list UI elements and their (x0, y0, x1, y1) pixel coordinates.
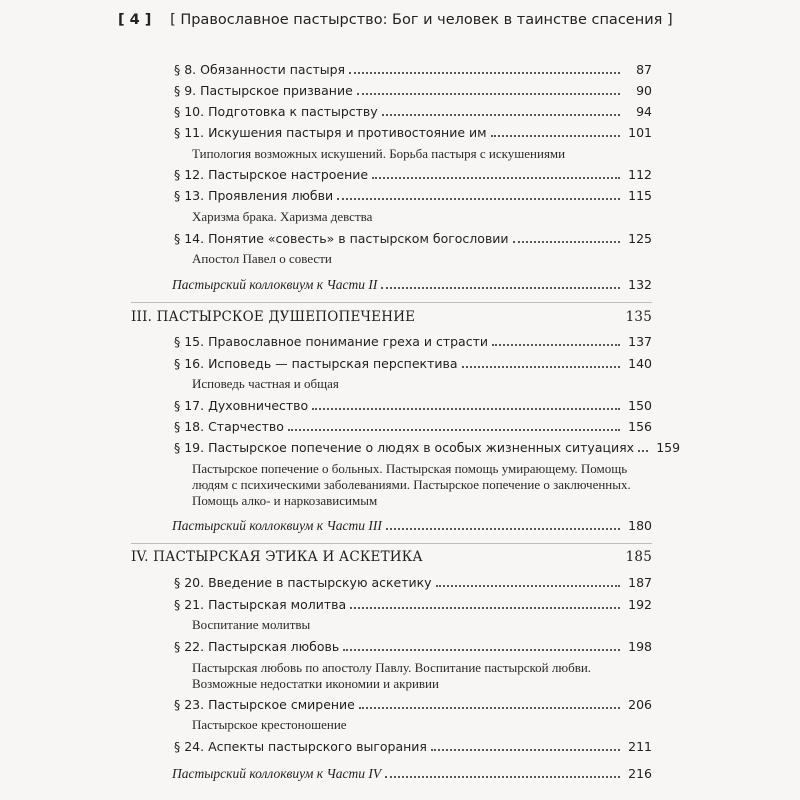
toc-entry-title: Пастырский коллоквиум к Части II (172, 277, 378, 292)
toc-entry (174, 62, 652, 78)
toc-entry (174, 356, 652, 372)
dot-leader (359, 707, 620, 709)
dot-leader (343, 649, 620, 651)
toc-entry-page: 206 (628, 697, 652, 712)
toc-entry-page: 150 (628, 398, 652, 413)
toc-entry-title: § 19. Пастырское попечение о людях в особых жизненных ситуациях (174, 440, 635, 455)
toc-entry (174, 575, 652, 591)
toc-entry-page: 180 (628, 518, 652, 533)
toc-entry (174, 334, 652, 350)
toc-entry-title: § 18. Старчество (174, 419, 284, 434)
toc-entry-page: 135 (625, 309, 652, 325)
toc-entry-page: 156 (628, 419, 652, 434)
toc-entry (174, 188, 652, 204)
toc-entry-title: § 23. Пастырское смирение (174, 697, 355, 712)
toc-entry-title: § 15. Православное понимание греха и страсти (174, 334, 488, 349)
toc-entry (174, 398, 652, 414)
toc-entry-title: IV. ПАСТЫРСКАЯ ЭТИКА И АСКЕТИКА (131, 549, 423, 565)
toc-subtopics: Пастырское попечение о больных. Пастырская помощь умирающему. Помощь людям с психическими заболеваниями. Пастырское попечение о заключенных. Помощь алко- и наркозависимым (192, 461, 631, 508)
dot-leader (337, 198, 620, 200)
toc-entry-title: Пастырский коллоквиум к Части IV (172, 766, 382, 781)
toc-entry-title: § 22. Пастырская любовь (174, 639, 340, 654)
toc-colloquium (172, 277, 652, 293)
toc-entry-title: § 11. Искушения пастыря и противостояние им (174, 125, 487, 140)
toc-entry-page: 140 (628, 356, 652, 371)
toc-entry-page: 112 (628, 167, 652, 182)
dot-leader (462, 366, 620, 368)
toc-entry-page: 132 (628, 277, 652, 292)
toc-entry-page: 101 (628, 125, 652, 140)
dot-leader (491, 135, 620, 137)
toc-entry-page: 185 (625, 549, 652, 565)
toc-subtopics: Воспитание молитвы (192, 617, 311, 632)
dot-leader (372, 177, 620, 179)
dot-leader (385, 776, 620, 778)
toc-entry-title: § 24. Аспекты пастырского выгорания (174, 739, 427, 754)
toc-entry-page: 211 (628, 739, 652, 754)
toc-subtopics: Пастырская любовь по апостолу Павлу. Воспитание пастырской любви. Возможные недостатки икономии и акривии (192, 660, 592, 691)
dot-leader (513, 241, 620, 243)
dot-leader (357, 93, 620, 95)
toc-entry-page: 137 (628, 334, 652, 349)
toc-entry-title: § 16. Исповедь — пастырская перспектива (174, 356, 458, 371)
toc-entry-title: § 17. Духовничество (174, 398, 309, 413)
dot-leader (638, 450, 648, 452)
toc-entry (174, 597, 652, 613)
toc-entry-page: 115 (628, 188, 652, 203)
dot-leader (436, 585, 620, 587)
dot-leader (382, 114, 620, 116)
toc-colloquium (172, 518, 652, 534)
header-page-number: [ 4 ] (118, 12, 152, 28)
toc-entry-title: § 14. Понятие «совесть» в пастырском богословии (174, 231, 509, 246)
toc-entry (174, 739, 652, 755)
toc-entry-page: 198 (628, 639, 652, 654)
toc-entry-page: 125 (628, 231, 652, 246)
toc-colloquium (172, 766, 652, 782)
dot-leader (386, 528, 620, 530)
dot-leader (349, 72, 620, 74)
toc-entry-title: § 12. Пастырское настроение (174, 167, 369, 182)
toc-entry (174, 104, 652, 120)
toc-entry (174, 231, 652, 247)
dot-leader (381, 287, 620, 289)
toc-subtopics: Исповедь частная и общая (192, 376, 339, 391)
toc-entry (174, 83, 652, 99)
toc-entry-page: 87 (636, 62, 652, 77)
toc-entry-page: 90 (636, 83, 652, 98)
toc-entry-page: 94 (636, 104, 652, 119)
divider (131, 302, 652, 303)
toc-entry (174, 639, 652, 655)
toc-entry-title: § 8. Обязанности пастыря (174, 62, 346, 77)
toc-entry-page: 192 (628, 597, 652, 612)
toc-part-heading (131, 309, 652, 325)
toc-subtopics: Пастырское крестоношение (192, 717, 347, 732)
dot-leader (431, 749, 620, 751)
dot-leader (312, 408, 620, 410)
toc-entry-title: § 21. Пастырская молитва (174, 597, 347, 612)
toc-entry (174, 697, 652, 713)
toc-entry-title: § 10. Подготовка к пастырству (174, 104, 378, 119)
toc-entry (174, 167, 652, 183)
toc-part-heading (131, 549, 652, 565)
toc-entry-page: 187 (628, 575, 652, 590)
toc-entry (174, 125, 652, 141)
toc-entry (174, 419, 652, 435)
toc-subtopics: Харизма брака. Харизма девства (192, 209, 373, 224)
dot-leader (492, 344, 620, 346)
toc-entry-title: § 9. Пастырское призвание (174, 83, 353, 98)
toc-entry-page: 216 (628, 766, 652, 781)
dot-leader (288, 429, 620, 431)
toc-entry-title: § 13. Проявления любви (174, 188, 334, 203)
divider (131, 543, 652, 544)
toc-entry-page: 159 (656, 440, 681, 455)
toc-subtopics: Типология возможных искушений. Борьба пастыря с искушениями (192, 146, 566, 161)
toc-entry-title: III. ПАСТЫРСКОЕ ДУШЕПОПЕЧЕНИЕ (131, 309, 416, 325)
toc-entry-title: Пастырский коллоквиум к Части III (172, 518, 382, 533)
header-book-title: [ Православное пастырство: Бог и человек в таинстве спасения ] (170, 12, 673, 28)
toc-entry (174, 440, 681, 456)
toc-entry-title: § 20. Введение в пастырскую аскетику (174, 575, 432, 590)
toc-subtopics: Апостол Павел о совести (192, 251, 332, 266)
dot-leader (350, 607, 620, 609)
